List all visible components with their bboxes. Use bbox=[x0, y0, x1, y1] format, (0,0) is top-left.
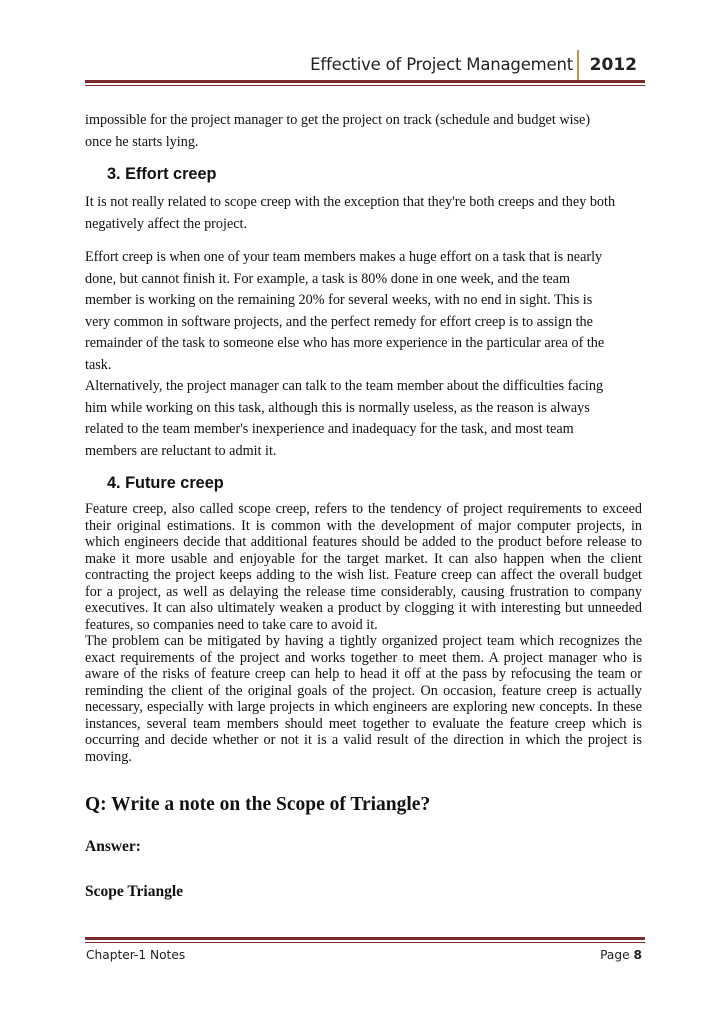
future-creep-paragraph-2: The problem can be mitigated by having a tightly organized project team which recognizes the exact requirements of the project and works together to meet them. A project manager who is aware of the risks of feature creep can help to head it off at the pass by refocusing the team or reminding the client of the original goals of the project. On occasion, feature creep is actually necessary, especially with large projects in which engineers are exploring new concepts. In these instances, several team members should meet together to evaluate the feature creep which is occurring and decide whether or not it is a valid result of the direction in which the project is moving. bbox=[85, 633, 642, 765]
text-line: done, but cannot finish it. For example, a task is 80% done in one week, and the team bbox=[85, 270, 571, 287]
text-line: once he starts lying. bbox=[85, 133, 199, 150]
footer-page-number bbox=[600, 948, 642, 962]
text-line: member is working on the remaining 20% for several weeks, with no end in sight. This is bbox=[85, 292, 593, 308]
page-body bbox=[85, 110, 642, 902]
text-line: related to the team member's inexperience and inadequacy for the task, and most team bbox=[85, 421, 574, 437]
effort-creep-paragraph-1 bbox=[85, 192, 642, 235]
footer-chapter-label: Chapter-1 Notes bbox=[86, 948, 186, 962]
header-rule-thick bbox=[85, 80, 645, 83]
section-heading-effort-creep: 3. Effort creep bbox=[107, 165, 217, 183]
page-label: Page bbox=[600, 948, 630, 962]
header-title: Effective of Project Management bbox=[310, 55, 573, 74]
text-line: Effort creep is when one of your team members makes a huge effort on a task that is nearly bbox=[85, 249, 603, 265]
footer-rule-thin bbox=[85, 942, 645, 943]
footer-rule-thick bbox=[85, 937, 645, 940]
answer-label: Answer: bbox=[85, 838, 141, 855]
page-header bbox=[85, 50, 645, 80]
page-number: 8 bbox=[633, 948, 642, 962]
text-line: members are reluctant to admit it. bbox=[85, 442, 277, 459]
intro-paragraph bbox=[85, 110, 642, 153]
text-line: Alternatively, the project manager can talk to the team member about the difficulties facing bbox=[85, 378, 604, 394]
effort-creep-paragraph-3 bbox=[85, 376, 642, 462]
scope-triangle-subheading: Scope Triangle bbox=[85, 883, 184, 900]
effort-creep-paragraph-2 bbox=[85, 247, 642, 376]
header-rule-thin bbox=[85, 85, 645, 86]
question-heading: Q: Write a note on the Scope of Triangle? bbox=[85, 794, 431, 815]
text-line: It is not really related to scope creep with the exception that they're both creeps and they both bbox=[85, 194, 616, 210]
header-year: 2012 bbox=[589, 55, 637, 75]
text-line: impossible for the project manager to get the project on track (schedule and budget wise) bbox=[85, 112, 591, 128]
text-line: remainder of the task to someone else who has more experience in the particular area of the bbox=[85, 335, 605, 351]
text-line: very common in software projects, and the perfect remedy for effort creep is to assign the bbox=[85, 313, 593, 330]
text-line: negatively affect the project. bbox=[85, 215, 248, 232]
text-line: task. bbox=[85, 356, 112, 373]
header-separator bbox=[577, 50, 579, 80]
future-creep-paragraph-1: Feature creep, also called scope creep, refers to the tendency of project requirements to exceed their original estimations. It is common with the development of major computer projects, in which engineers decide that additional features should be added to the product before release to make it more usable and enjoyable for the target market. It can also happen when the client contracting the project keeps adding to the wish list. Feature creep can affect the overall budget for a project, as well as delaying the release time considerably, causing frustration to company executives. It can also ultimately weaken a product by clogging it with interesting but unneeded features, so companies need to take care to avoid it. bbox=[85, 501, 642, 633]
text-line: him while working on this task, although this is normally useless, as the reason is always bbox=[85, 399, 590, 416]
section-heading-future-creep: 4. Future creep bbox=[107, 474, 224, 492]
